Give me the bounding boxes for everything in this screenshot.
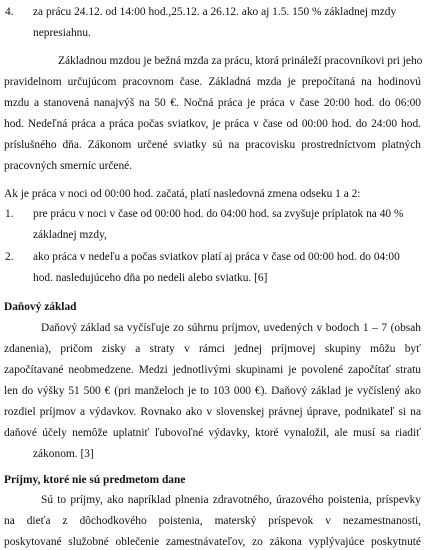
list-item-number: 1. bbox=[5, 208, 14, 220]
paragraph-line: Ak je práca v noci od 00:00 hod. začatá, platí nasledovná zmena odseku 1 a 2: bbox=[4, 188, 361, 200]
list-item-text: ako práca v nedeľu a počas sviatkov platí aj práca v čase od 00:00 hod. do 04:00 bbox=[33, 251, 400, 263]
list-item-number: 2. bbox=[5, 251, 14, 263]
paragraph-line: započítavané neobmedzene. Medzi jednotlivými skupinami je povolené započítať stratu bbox=[4, 364, 421, 376]
paragraph-line: daňové účely nemôže uplatniť ľubovoľné výdavky, ktoré vynaložil, ale musí sa riadiť bbox=[4, 427, 421, 439]
paragraph-line: hod. Nedeľná práca a práca počas sviatkov, je práca v čase od 00:00 hod. do 24:00 hod. bbox=[4, 118, 421, 130]
paragraph-line: zdanenia), pričom zisky a straty v rámci jednej príjmovej skupiny môžu byť bbox=[4, 343, 421, 355]
paragraph-line: príslušného dňa. Zákonom určené sviatky sú na pracovisku prostredníctvom platných bbox=[4, 139, 421, 151]
list-item-continuation: nepresiahnu. bbox=[33, 27, 91, 39]
list-item-text: za prácu 24.12. od 14:00 hod.,25.12. a 26.12. ako aj 1.5. 150 % základnej mzdy bbox=[33, 6, 397, 18]
paragraph-line: mzdu a stanovená nanajvýš na 50 €. Nočná práca je práca v čase 20:00 hod. do 06:00 bbox=[4, 97, 421, 109]
list-item-continuation: hod. nasledujúceho dňa po nedeli alebo sviatku. [6] bbox=[33, 272, 268, 284]
paragraph-line: Sú to príjmy, ako napríklad plnenia zdravotného, úrazového poistenia, príspevky bbox=[41, 494, 421, 506]
list-item bbox=[0, 4, 424, 20]
list-item-text: pre prácu v noci v čase od 00:00 hod. do 04:00 hod. sa zvyšuje príplatok na 40 % bbox=[33, 208, 404, 220]
list-item-continuation: základnej mzdy, bbox=[33, 229, 107, 241]
paragraph-line: pravidelnom určujúcom pracovnom čase. Základná mzda je prepočítaná na hodinovú bbox=[4, 76, 421, 88]
paragraph-line: rozdiel príjmov a výdavkov. Rovnako ako v slovenskej právnej úprave, podnikateľ si na bbox=[4, 406, 421, 418]
paragraph-line: Základnou mzdou je bežná mzda za prácu, ktorá prináleží pracovníkovi pri jeho bbox=[58, 55, 423, 67]
paragraph-line: zákonom. [3] bbox=[33, 448, 94, 460]
paragraph-line: Daňový základ sa vyčísľuje zo súhrnu príjmov, uvedených v bodoch 1 – 7 (obsah bbox=[41, 322, 421, 334]
list-item bbox=[0, 206, 424, 222]
paragraph-line: na dieťa z dôchodkového poistenia, materský príspevok v nezamestnanosti, bbox=[4, 515, 421, 527]
section-heading: Príjmy, ktoré nie sú predmetom dane bbox=[4, 474, 186, 486]
paragraph-line: poskytované služobné oblečenie zamestnávateľov, zo zákona vyplývajúce poskytnuté bbox=[4, 536, 421, 548]
paragraph-line: pracovných smerníc určené. bbox=[4, 160, 133, 172]
list-item-number: 4. bbox=[5, 6, 14, 18]
section-heading: Daňový základ bbox=[4, 301, 77, 313]
paragraph-line: len do výšky 51 500 € (pri manželoch je to 103 000 €). Daňový základ je vyčíslený ako bbox=[4, 385, 421, 397]
list-item bbox=[0, 249, 424, 265]
